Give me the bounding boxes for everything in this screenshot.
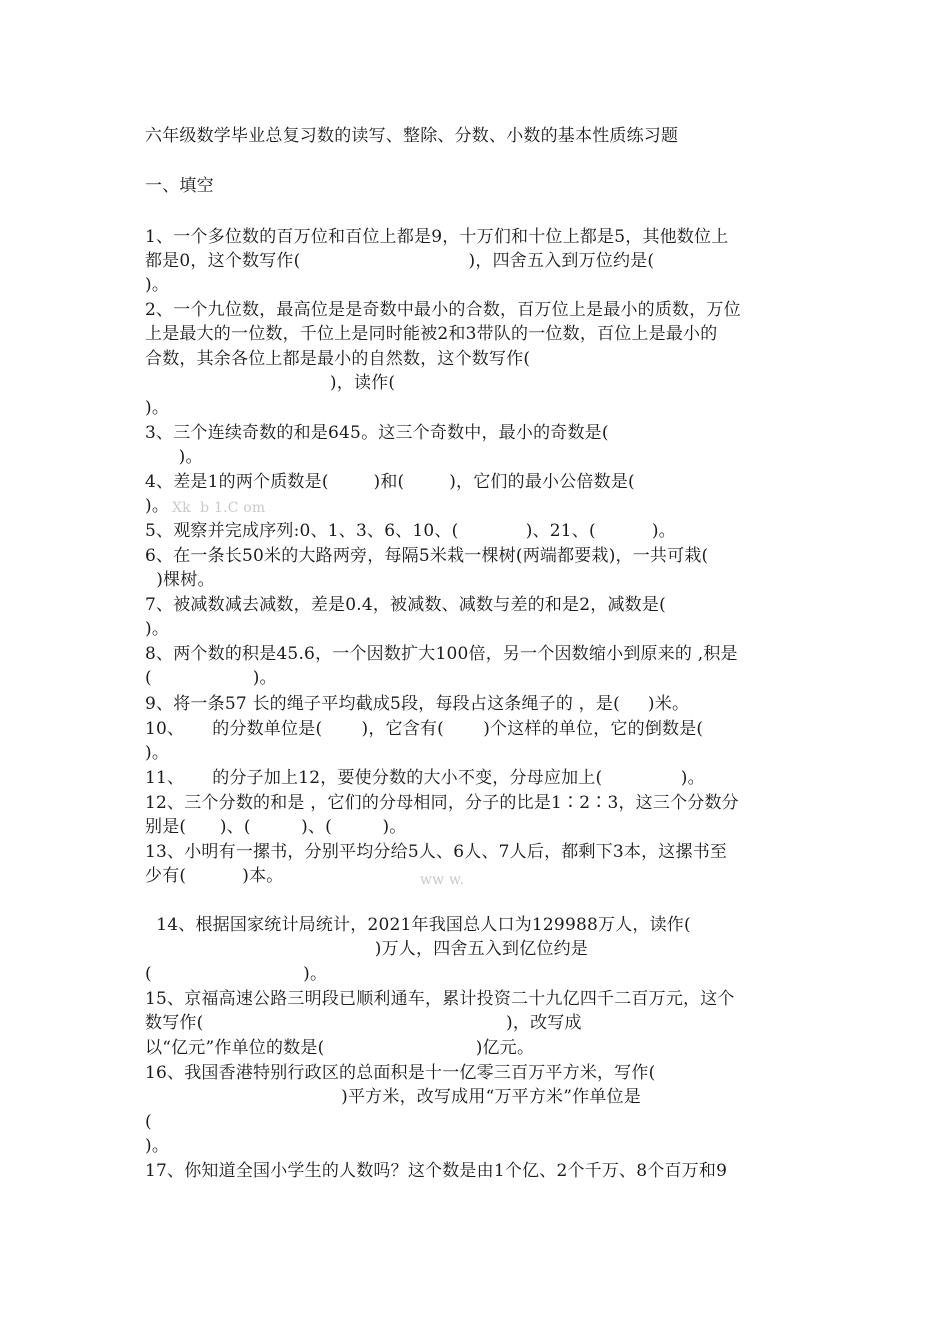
question-13-line-1: 13、小明有一摞书，分别平均分给5人、6人、7人后，都剩下3本，这摞书至 bbox=[145, 842, 728, 862]
question-2-line-1: 2、一个九位数，最高位是是奇数中最小的合数，百万位上是最小的质数，万位 bbox=[145, 300, 741, 320]
question-14-line-3: ( )。 bbox=[145, 964, 328, 984]
question-1-line-2: 都是0，这个数写作( )，四舍五入到万位约是( bbox=[145, 251, 655, 271]
question-3-line-1: 3、三个连续奇数的和是645。这三个奇数中，最小的奇数是( bbox=[145, 423, 609, 443]
question-9: 9、将一条57 长的绳子平均截成5段，每段占这条绳子的 ，是( )米。 bbox=[145, 694, 690, 714]
question-8-line-2: ( )。 bbox=[145, 668, 277, 688]
question-16-line-3: ( bbox=[145, 1112, 152, 1132]
question-2-line-2: 上是最大的一位数，千位上是同时能被2和3带队的一位数，百位上是最小的 bbox=[145, 324, 718, 344]
question-6-line-1: 6、在一条长50米的大路两旁，每隔5米栽一棵树(两端都要栽)，一共可栽( bbox=[145, 546, 709, 566]
question-3-line-2: )。 bbox=[145, 447, 203, 467]
question-15-line-2: 数写作( )，改写成 bbox=[145, 1013, 582, 1033]
question-14-line-2: )万人，四舍五入到亿位约是 bbox=[145, 939, 588, 959]
question-7-line-2: )。 bbox=[145, 619, 170, 639]
question-5: 5、观察并完成序列:0、1、3、6、10、( )、21、( )。 bbox=[145, 521, 676, 541]
question-12-line-2: 别是( )、( )、( )。 bbox=[145, 817, 407, 837]
document-title: 六年级数学毕业总复习数的读写、整除、分数、小数的基本性质练习题 bbox=[145, 126, 679, 146]
question-4-line-2: )。 bbox=[145, 496, 170, 516]
question-2-line-5: )。 bbox=[145, 398, 170, 418]
question-11: 11、 的分子加上12，要使分数的大小不变，分母应加上( )。 bbox=[145, 768, 705, 788]
question-14-line-1: 14、根据国家统计局统计，2021年我国总人口为129988万人，读作( bbox=[145, 915, 691, 935]
question-2-line-3: 合数，其余各位上都是最小的自然数，这个数写作( bbox=[145, 349, 531, 369]
question-4-line-1: 4、差是1的两个质数是( )和( )，它们的最小公倍数是( bbox=[145, 472, 635, 492]
question-17-line-1: 17、你知道全国小学生的人数吗？这个数是由1个亿、2个千万、8个百万和9 bbox=[145, 1161, 728, 1181]
question-15-line-1: 15、京福高速公路三明段已顺利通车，累计投资二十九亿四千二百万元，这个 bbox=[145, 989, 735, 1009]
question-13-line-2: 少有( )本。 bbox=[145, 866, 284, 886]
question-16-line-4: )。 bbox=[145, 1136, 170, 1156]
question-16-line-2: )平方米，改写成用“万平方米”作单位是 bbox=[145, 1087, 641, 1107]
section-heading: 一、填空 bbox=[145, 176, 214, 196]
watermark-text: ww w. bbox=[420, 872, 465, 888]
question-12-line-1: 12、三个分数的和是 ，它们的分母相同，分子的比是1∶2∶3，这三个分数分 bbox=[145, 793, 739, 813]
question-10-line-2: )。 bbox=[145, 743, 170, 763]
question-2-line-4: )，读作( bbox=[145, 373, 396, 393]
question-10-line-1: 10、 的分数单位是( )，它含有( )个这样的单位，它的倒数是( bbox=[145, 719, 704, 739]
question-15-line-3: 以“亿元”作单位的数是( )亿元。 bbox=[145, 1038, 535, 1058]
question-1-line-1: 1、一个多位数的百万位和百位上都是9，十万们和十位上都是5，其他数位上 bbox=[145, 227, 729, 247]
question-7-line-1: 7、被减数减去减数，差是0.4，被减数、减数与差的和是2，减数是( bbox=[145, 595, 666, 615]
question-16-line-1: 16、我国香港特别行政区的总面积是十一亿零三百万平方米，写作( bbox=[145, 1063, 656, 1083]
question-1-line-3: )。 bbox=[145, 275, 170, 295]
question-6-line-2: )棵树。 bbox=[145, 570, 215, 590]
watermark-text: Xk b 1.C om bbox=[172, 500, 266, 516]
question-8-line-1: 8、两个数的积是45.6，一个因数扩大100倍，另一个因数缩小到原来的 ,积是 bbox=[145, 644, 738, 664]
